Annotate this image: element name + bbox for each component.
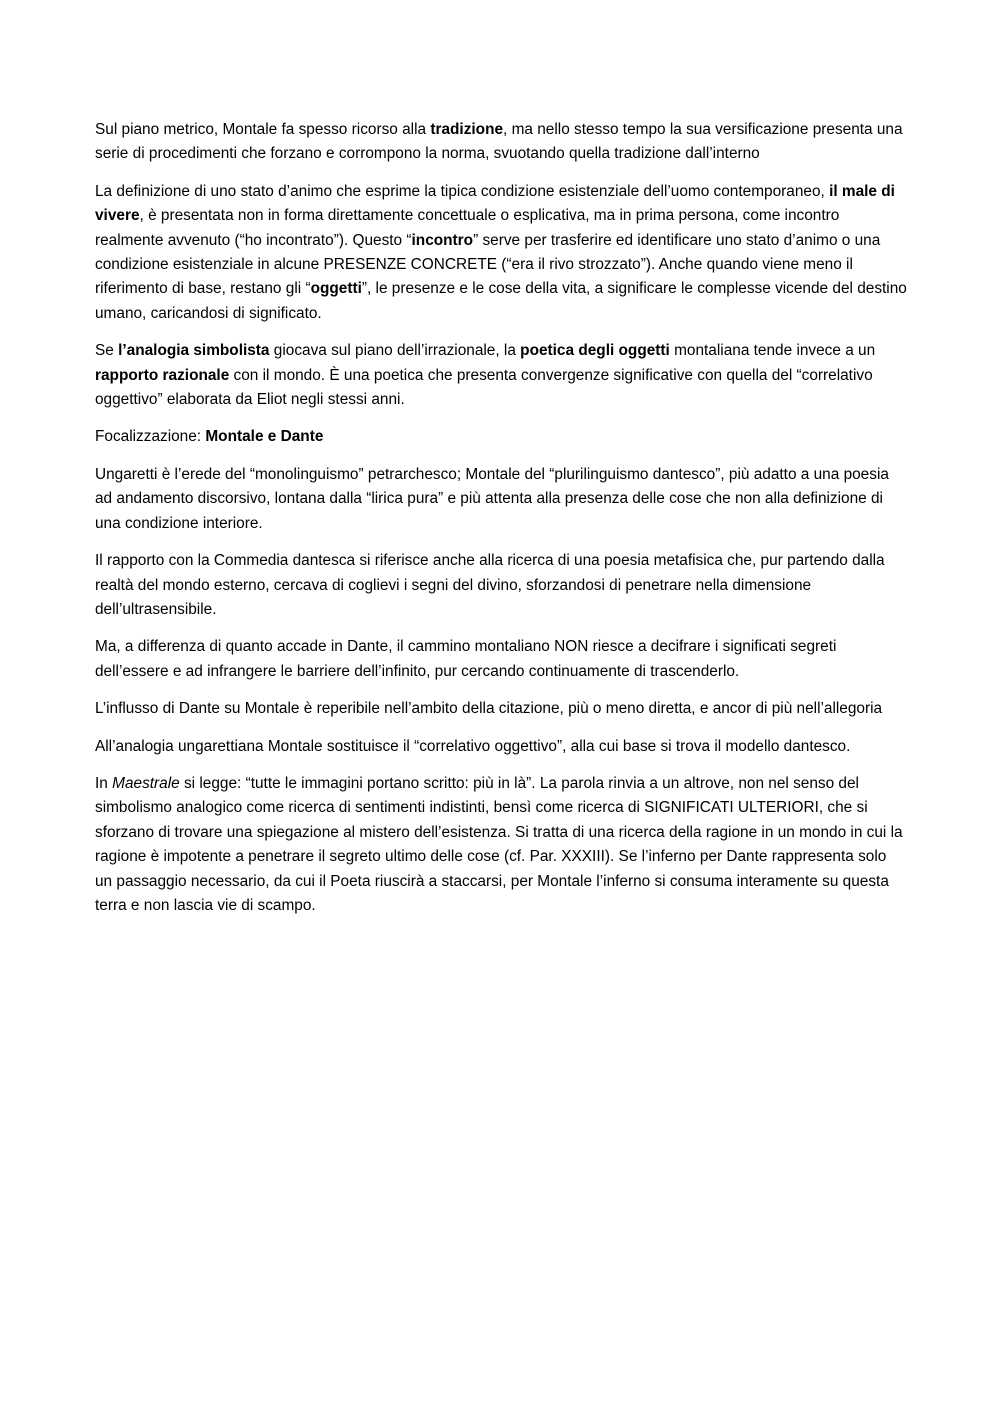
paragraph-metrica — [95, 118, 907, 167]
bold-text: il male di vivere — [95, 182, 895, 225]
paragraph-differenza — [95, 635, 907, 684]
text-run: Focalizzazione: — [95, 428, 206, 446]
text-run: Il rapporto con la Commedia dantesca si riferisce anche alla ricerca di una poesia metafisica che, pur partendo dalla realtà del mondo esterno, cercava di coglievi i segni del divino, sforzandosi di penetrare nella dimensione dell’ultrasensibile. — [95, 552, 885, 618]
text-run: con il mondo. È una poetica che presenta convergenze significative con quella del “correlativo oggettivo” elaborata da Eliot negli stessi anni. — [95, 366, 873, 409]
paragraph-analogia — [95, 339, 907, 412]
bold-text: poetica degli oggetti — [520, 342, 670, 360]
italic-title: Maestrale — [112, 774, 180, 792]
bold-text: incontro — [411, 231, 474, 249]
paragraph-maestrale — [95, 772, 907, 918]
text-run: ”, le presenze e le cose della vita, a significare le complesse vicende del destino umano, caricandosi di significato. — [95, 280, 907, 322]
text-run: All’analogia ungarettiana Montale sostituisce il “correlativo oggettivo”, alla cui base si trova il modello dantesco. — [95, 737, 851, 755]
text-run: montaliana tende invece a un — [669, 342, 876, 360]
bold-text: tradizione — [430, 121, 504, 138]
text-run: , ma nello stesso tempo la sua versificazione presenta una serie di procedimenti che forzano e corrompono la norma, svuotando quella tradizione dall’interno — [95, 121, 903, 163]
text-run: Se — [95, 342, 119, 360]
text-run: La definizione di uno stato d’animo che esprime la tipica condizione esistenziale dell’uomo contemporaneo, — [95, 182, 830, 200]
bold-text: Montale e Dante — [205, 428, 324, 446]
paragraph-commedia — [95, 549, 907, 622]
text-run: , è presentata non in forma direttamente concettuale o esplicativa, ma in prima persona, come incontro realmente avvenuto (“ho incontrato”). Questo “ — [95, 207, 840, 249]
paragraph-correlativo — [95, 735, 907, 759]
text-run: Ma, a differenza di quanto accade in Dante, il cammino montaliano NON riesce a decifrare i significati segreti dell’essere e ad infrangere le barriere dell’infinito, pur cercando continuamente di trascenderlo. — [95, 638, 837, 680]
text-run: si legge: “tutte le immagini portano scritto: più in là”. La parola rinvia a un altrove, non nel senso del simbolismo analogico come ricerca di sentimenti indistinti, bensì come ricerca di SIGNIFICATI ULTERIORI, che si sforzano di trovare una spiegazione al mistero dell’esistenza. Si tratta di una ricerca della ragione in un mondo in cui la ragione è impotente a penetrare il segreto ultimo delle cose (cf. Par. XXXIII). Se l’inferno per Dante rappresenta solo un passaggio necessario, da cui il Poeta riuscirà a staccarsi, per Montale l’inferno si consuma interamente su questa terra e non lascia vie di scampo. — [95, 774, 903, 914]
text-run: L’influsso di Dante su Montale è reperibile nell’ambito della citazione, più o meno diretta, e ancor di più nell’allegoria — [95, 700, 883, 718]
paragraph-influsso — [95, 697, 907, 721]
bold-text: oggetti — [310, 280, 362, 298]
paragraph-focalizzazione — [95, 425, 907, 449]
text-run: giocava sul piano dell’irrazionale, la — [269, 342, 521, 360]
bold-text: rapporto razionale — [95, 366, 230, 384]
paragraph-plurilinguismo — [95, 463, 907, 536]
document-page — [95, 118, 907, 931]
text-run: Ungaretti è l’erede del “monolinguismo” petrarchesco; Montale del “plurilinguismo dantesco”, più adatto a una poesia ad andamento discorsivo, lontana dalla “lirica pura” e più attenta alla presenza delle cose che non alla definizione di una condizione interiore. — [95, 465, 889, 532]
text-run: Sul piano metrico, Montale fa spesso ricorso alla — [95, 121, 431, 138]
text-run: ” serve per trasferire ed identificare uno stato d’animo o una condizione esistenziale in alcune PRESENZE CONCRETE (“era il rivo strozzato”). Anche quando viene meno il riferimento di base, restano gli “ — [95, 231, 881, 298]
bold-text: l’analogia simbolista — [118, 342, 270, 360]
paragraph-male-di-vivere — [95, 180, 907, 326]
text-run: In — [95, 774, 113, 792]
